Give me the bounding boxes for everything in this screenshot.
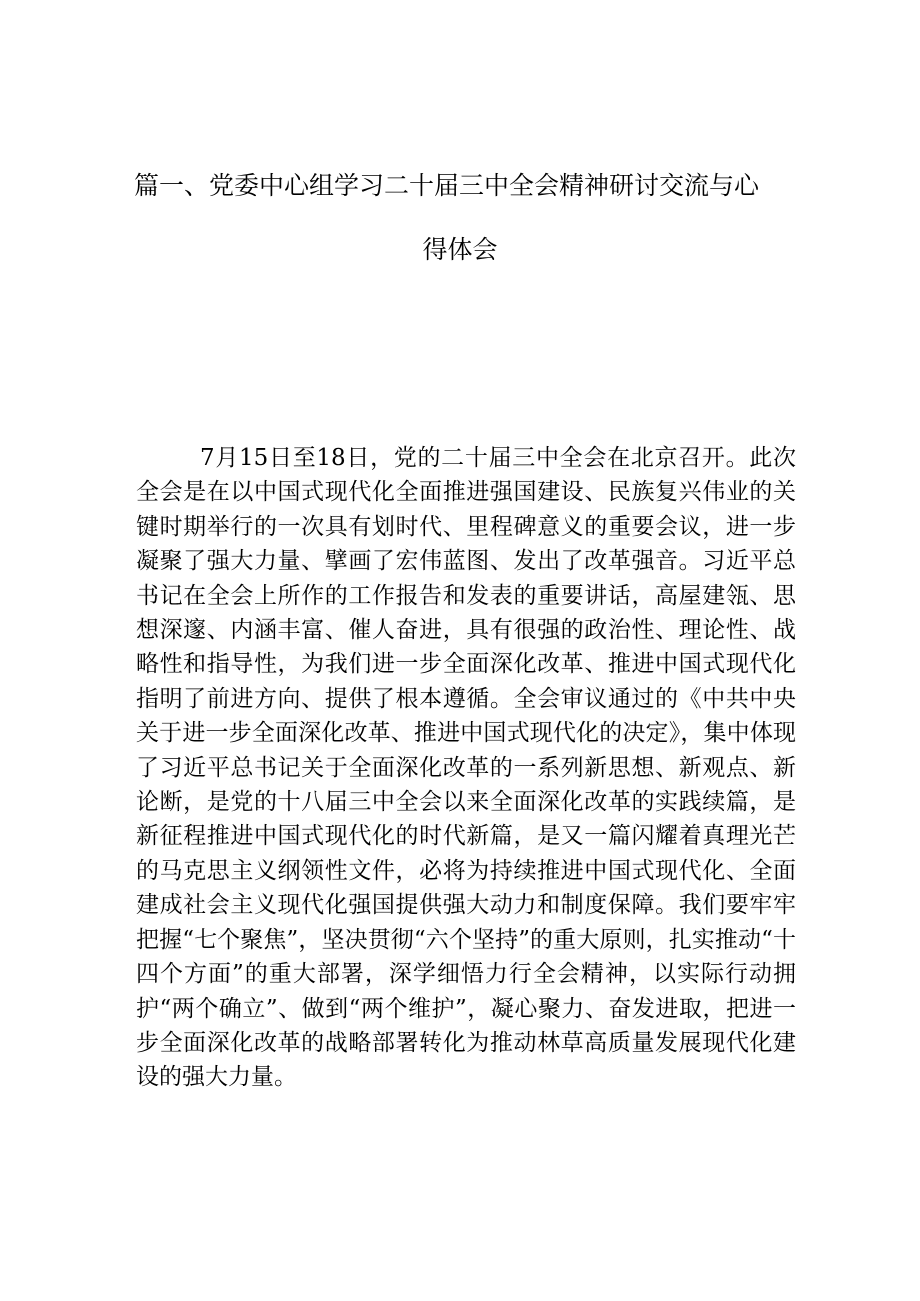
document-title-line-1: 篇一、党委中心组学习二十届三中全会精神研讨交流与心 (134, 171, 760, 200)
document-title-line-2: 得体会 (422, 235, 498, 264)
body-paragraph: 7月15日至18日，党的二十届三中全会在北京召开。此次全会是在以中国式现代化全面推进强国建设、民族复兴伟业的关键时期举行的一次具有划时代、里程碑意义的重要会议，进一步凝聚了强大力量、擘画了宏伟蓝图、发出了改革强音。习近平总书记在全会上所作的工作报告和发表的重要讲话，高屋建瓴、思想深邃、内涵丰富、催人奋进，具有很强的政治性、理论性、战略性和指导性，为我们进一步全面深化改革、推进中国式现代化指明了前进方向、提供了根本遵循。全会审议通过的《中共中央关于进一步全面深化改革、推进中国式现代化的决定》，集中体现了习近平总书记关于全面深化改革的一系列新思想、新观点、新论断，是党的十八届三中全会以来全面深化改革的实践续篇，是新征程推进中国式现代化的时代新篇，是又一篇闪耀着真理光芒的马克思主义纲领性文件，必将为持续推进中国式现代化、全面建成社会主义现代化强国提供强大动力和制度保障。我们要牢牢把握“七个聚焦”，坚决贯彻“六个坚持”的重大原则，扎实推动“十四个方面”的重大部署，深学细悟力行全会精神，以实际行动拥护“两个确立”、做到“两个维护”，凝心聚力、奋发进取，把进一步全面深化改革的战略部署转化为推动林草高质量发展现代化建设的强大力量。 (136, 445, 796, 1091)
